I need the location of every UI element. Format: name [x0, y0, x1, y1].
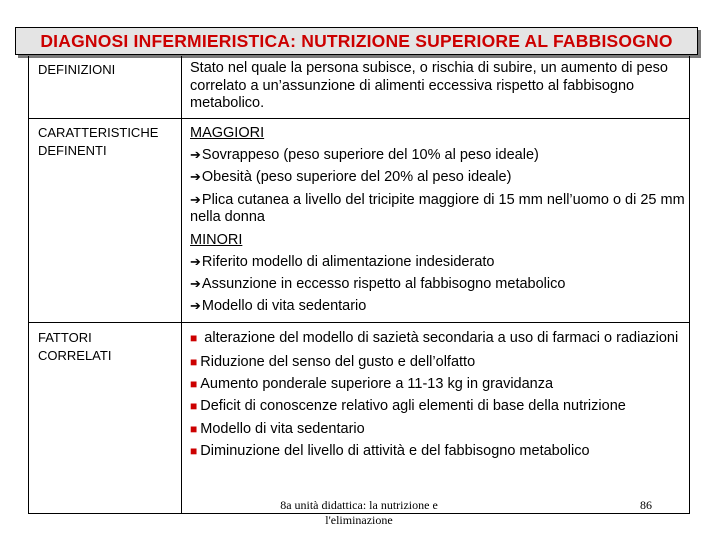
list-item-text: Riduzione del senso del gusto e dell’olfatto	[200, 354, 476, 370]
red-square-bullet-icon: ■	[190, 444, 198, 458]
right-arrow-icon: ➔	[190, 298, 201, 313]
row-divider-2	[28, 322, 690, 323]
right-arrow-icon: ➔	[190, 147, 201, 162]
list-item	[190, 166, 686, 188]
page-title: DIAGNOSI INFERMIERISTICA: NUTRIZIONE SUPERIORE AL FABBISOGNO	[40, 31, 673, 51]
red-square-bullet-icon: ■	[190, 422, 198, 436]
list-item	[190, 373, 686, 395]
list-item	[190, 440, 686, 462]
footer-caption-line: 8a unità didattica: la nutrizione e	[280, 498, 438, 512]
list-item	[190, 295, 686, 317]
list-item-text: Obesità (peso superiore del 20% al peso ideale)	[201, 169, 512, 185]
list-item-text: alterazione del modello di sazietà secondaria a uso di farmaci o radiazioni	[200, 330, 679, 346]
list-item	[190, 251, 686, 273]
list-item	[190, 418, 686, 440]
row-label-definizioni: DEFINIZIONI	[38, 62, 116, 77]
right-arrow-icon: ➔	[190, 254, 201, 269]
red-square-bullet-icon: ■	[190, 355, 198, 369]
red-square-bullet-icon: ■	[190, 331, 198, 345]
list-item	[190, 273, 686, 295]
footer-caption-line: l'eliminazione	[325, 513, 393, 527]
list-item	[190, 330, 686, 347]
list-item	[190, 351, 686, 373]
list-item	[190, 398, 686, 415]
row-label-fattori	[38, 329, 111, 365]
row-label-caratteristiche	[38, 124, 158, 160]
list-item-text: Deficit di conoscenze relativo agli elementi di base della nutrizione	[200, 398, 626, 414]
right-arrow-icon: ➔	[190, 192, 201, 207]
right-arrow-icon: ➔	[190, 276, 201, 291]
list-item-text: Sovrappeso (peso superiore del 10% al peso ideale)	[201, 147, 539, 163]
red-square-bullet-icon: ■	[190, 377, 198, 391]
characteristics-cell	[190, 122, 686, 317]
list-item-text: Modello di vita sedentario	[201, 298, 367, 314]
label-line: CORRELATI	[38, 348, 112, 363]
label-line: FATTORI	[38, 330, 92, 345]
list-item-text: Diminuzione del livello di attività e del fabbisogno metabolico	[200, 443, 590, 459]
label-line: DEFINENTI	[38, 143, 107, 158]
row-divider-1	[28, 118, 690, 119]
list-item-text: Plica cutanea a livello del tricipite maggiore di 15 mm nell’uomo o di 25 mm nella donna	[190, 192, 685, 225]
list-item-text: Assunzione in eccesso rispetto al fabbisogno metabolico	[201, 276, 566, 292]
list-item-text: Aumento ponderale superiore a 11-13 kg in gravidanza	[200, 376, 554, 392]
label-line: CARATTERISTICHE	[38, 125, 159, 140]
red-square-bullet-icon: ■	[190, 399, 198, 413]
right-arrow-icon: ➔	[190, 169, 201, 184]
list-item	[190, 191, 686, 226]
list-item-text: Riferito modello di alimentazione indesiderato	[201, 254, 495, 270]
list-item	[190, 144, 686, 166]
factors-cell	[190, 330, 686, 462]
column-divider	[181, 56, 182, 514]
list-item-text: Modello di vita sedentario	[200, 421, 365, 437]
title-box	[15, 27, 698, 55]
footer-caption	[259, 498, 459, 528]
minor-heading: MINORI	[190, 232, 243, 248]
major-heading: MAGGIORI	[190, 125, 265, 141]
page-number: 86	[640, 498, 652, 512]
definition-text: Stato nel quale la persona subisce, o rischia di subire, un aumento di peso correlato a un’assunzione di alimenti eccessiva rispetto al fabbisogno metabolico.	[190, 60, 668, 111]
